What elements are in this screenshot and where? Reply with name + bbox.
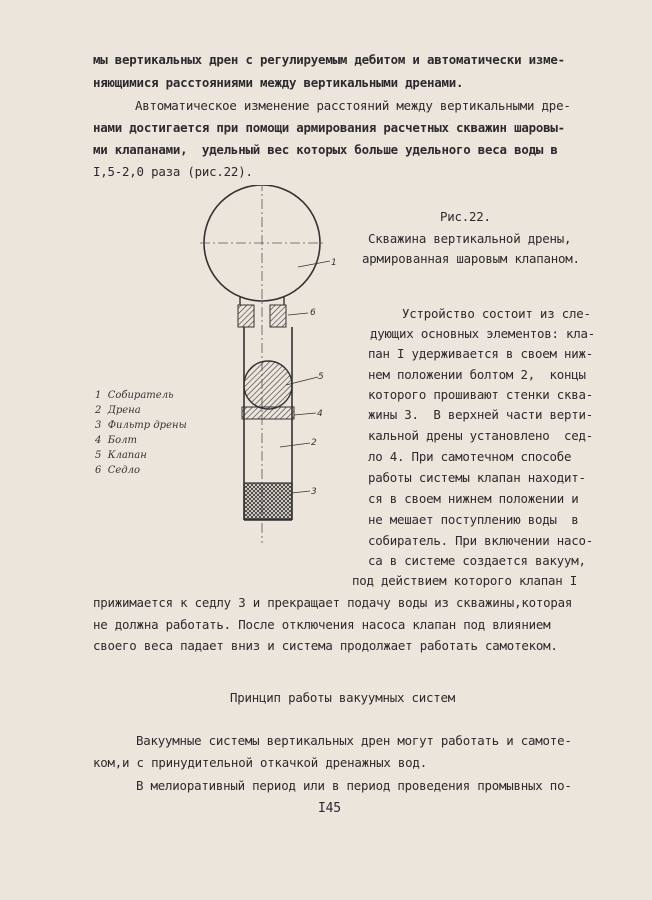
text-line: няющимися расстояниями между вертикальными дренами. bbox=[93, 75, 464, 90]
well-diagram bbox=[180, 185, 360, 545]
legend-item: 1 Собиратель bbox=[95, 390, 174, 401]
text-line: са в системе создается вакуум, bbox=[368, 553, 586, 568]
figure-number: Рис.22. bbox=[440, 209, 491, 224]
text-line: работы системы клапан находит- bbox=[368, 470, 586, 485]
text-line: под действием которого клапан I bbox=[352, 573, 578, 588]
text-line: кальной дрены установлено сед- bbox=[368, 428, 594, 443]
callout-label: 5 bbox=[318, 372, 324, 382]
text-line: пан I удерживается в своем ниж- bbox=[368, 346, 594, 361]
text-line: нами достигается при помощи армирования расчетных скважин шаровы- bbox=[93, 120, 565, 135]
legend-item: 4 Болт bbox=[95, 435, 137, 446]
text-line: Вакуумные системы вертикальных дрен могут работать и самоте- bbox=[136, 733, 572, 748]
legend-item: 2 Дрена bbox=[95, 405, 141, 416]
drain-filter bbox=[244, 483, 292, 519]
text-line: ком,и с принудительной откачкой дренажных вод. bbox=[93, 755, 427, 770]
text-line: прижимается к седлу 3 и прекращает подачу воды из скважины,которая bbox=[93, 595, 573, 610]
legend-item: 5 Клапан bbox=[95, 450, 147, 461]
text-line: ми клапанами, удельный вес которых больше удельного веса воды в bbox=[93, 142, 558, 157]
callout-label: 2 bbox=[311, 438, 317, 448]
callout-label: 4 bbox=[317, 409, 323, 419]
text-line: В мелиоративный период или в период проведения промывных по- bbox=[136, 778, 572, 793]
text-line: собиратель. При включении насо- bbox=[368, 533, 594, 548]
text-line: дующих основных элементов: кла- bbox=[370, 326, 596, 341]
seat-right bbox=[270, 305, 286, 327]
text-line: жины 3. В верхней части верти- bbox=[368, 407, 594, 422]
figure-caption: Скважина вертикальной дрены, bbox=[368, 231, 572, 246]
figure-caption: армированная шаровым клапаном. bbox=[362, 251, 580, 266]
page-number: I45 bbox=[318, 801, 341, 816]
text-line: нем положении болтом 2, концы bbox=[368, 367, 586, 382]
text-line: I,5-2,0 раза (рис.22). bbox=[93, 164, 253, 179]
callout-label: 6 bbox=[310, 308, 316, 318]
text-line: Устройство состоит из сле- bbox=[402, 306, 591, 321]
text-line: не должна работать. После отключения насоса клапан под влиянием bbox=[93, 617, 551, 632]
callout-label: 3 bbox=[311, 487, 317, 497]
legend-item: 3 Фильтр дрены bbox=[95, 420, 187, 431]
callout-label: 1 bbox=[331, 258, 337, 268]
text-line: ло 4. При самотечном способе bbox=[368, 449, 572, 464]
text-line: мы вертикальных дрен с регулируемым дебитом и автоматически изме- bbox=[93, 52, 565, 67]
text-line: ся в своем нижнем положении и bbox=[368, 491, 579, 506]
valve-ball bbox=[244, 361, 292, 409]
bolt bbox=[242, 407, 294, 419]
text-line: которого прошивают стенки сква- bbox=[368, 387, 594, 402]
text-line: не мешает поступлению воды в bbox=[368, 512, 579, 527]
section-heading: Принцип работы вакуумных систем bbox=[230, 690, 456, 705]
text-line: своего веса падает вниз и система продолжает работать самотеком. bbox=[93, 638, 558, 653]
text-line: Автоматическое изменение расстояний между вертикальными дре- bbox=[135, 98, 571, 113]
legend-item: 6 Седло bbox=[95, 465, 141, 476]
seat-left bbox=[238, 305, 254, 327]
